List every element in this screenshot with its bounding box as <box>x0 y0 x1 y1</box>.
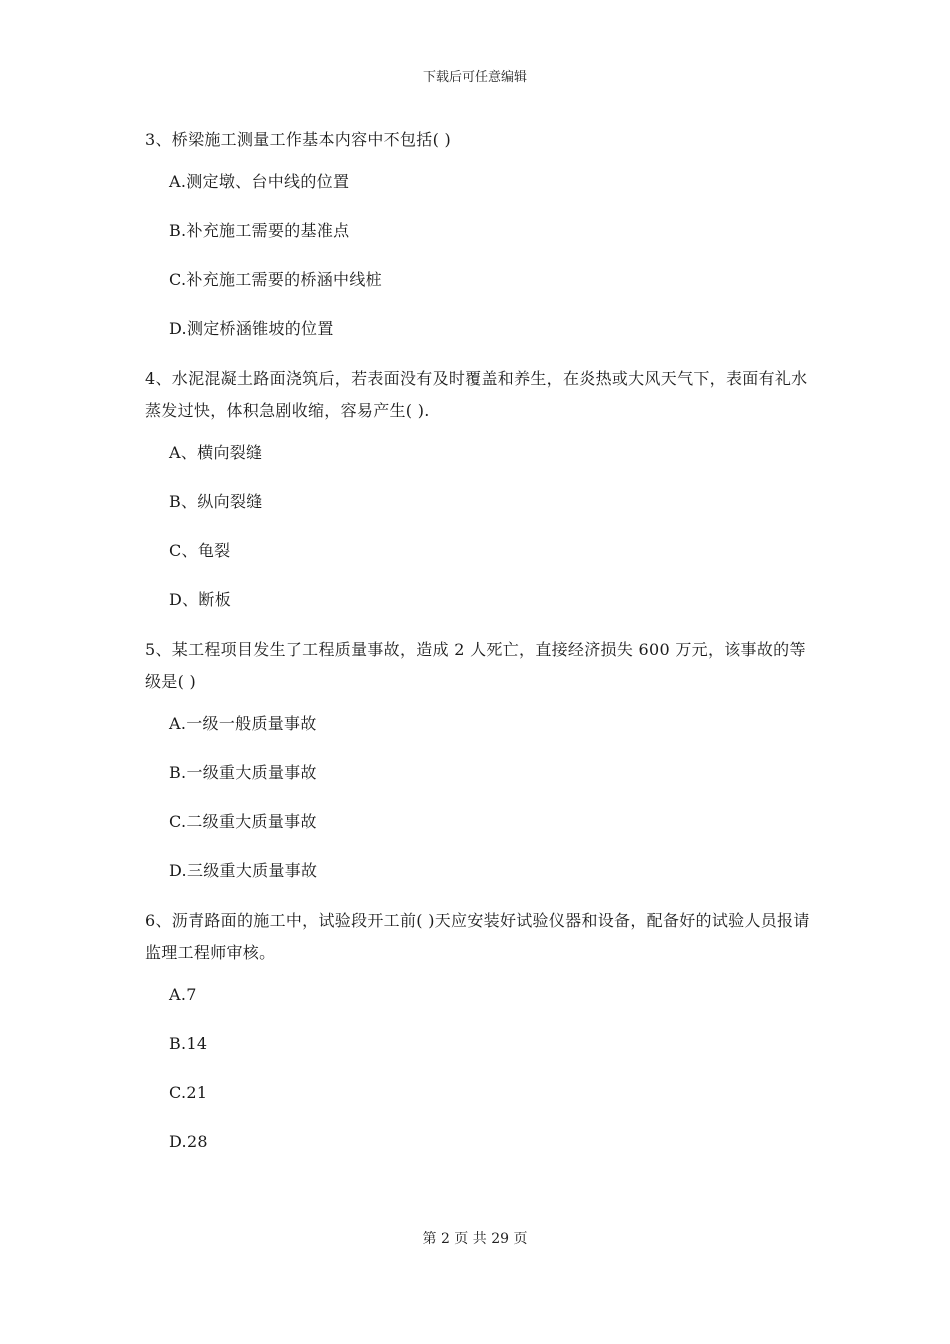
option-d: D.28 <box>169 1132 208 1151</box>
question-stem: 6、沥青路面的施工中，试验段开工前( )天应安装好试验仪器和设备，配备好的试验人员报请监理工程师审核。 <box>145 911 810 962</box>
page-footer: 第 2 页 共 29 页 <box>422 1231 528 1247</box>
option-d: D.测定桥涵锥坡的位置 <box>169 319 334 338</box>
option-b: B.补充施工需要的基准点 <box>169 221 350 240</box>
option-a: A.7 <box>169 985 197 1004</box>
option-c: C.21 <box>169 1083 208 1102</box>
option-b: B.一级重大质量事故 <box>169 763 317 782</box>
option-d: D、断板 <box>169 590 232 609</box>
option-a: A.测定墩、台中线的位置 <box>169 172 350 191</box>
option-a: A、横向裂缝 <box>169 443 263 462</box>
page-header: 下载后可任意编辑 <box>422 70 527 85</box>
option-b: B、纵向裂缝 <box>169 492 263 511</box>
option-c: C.二级重大质量事故 <box>169 812 317 831</box>
question-stem: 4、水泥混凝土路面浇筑后，若表面没有及时覆盖和养生，在炎热或大风天气下，表面有礼水蒸发过快，体积急剧收缩，容易产生( ). <box>145 369 808 420</box>
option-b: B.14 <box>169 1034 208 1053</box>
option-d: D.三级重大质量事故 <box>169 861 318 880</box>
question-stem: 3、桥梁施工测量工作基本内容中不包括( ) <box>145 130 452 149</box>
option-c: C、龟裂 <box>169 541 231 560</box>
question-stem: 5、某工程项目发生了工程质量事故，造成 2 人死亡，直接经济损失 600 万元，该事故的等级是( ) <box>145 640 806 691</box>
option-a: A.一级一般质量事故 <box>169 714 317 733</box>
question-list <box>145 124 815 1154</box>
option-c: C.补充施工需要的桥涵中线桩 <box>169 270 382 289</box>
